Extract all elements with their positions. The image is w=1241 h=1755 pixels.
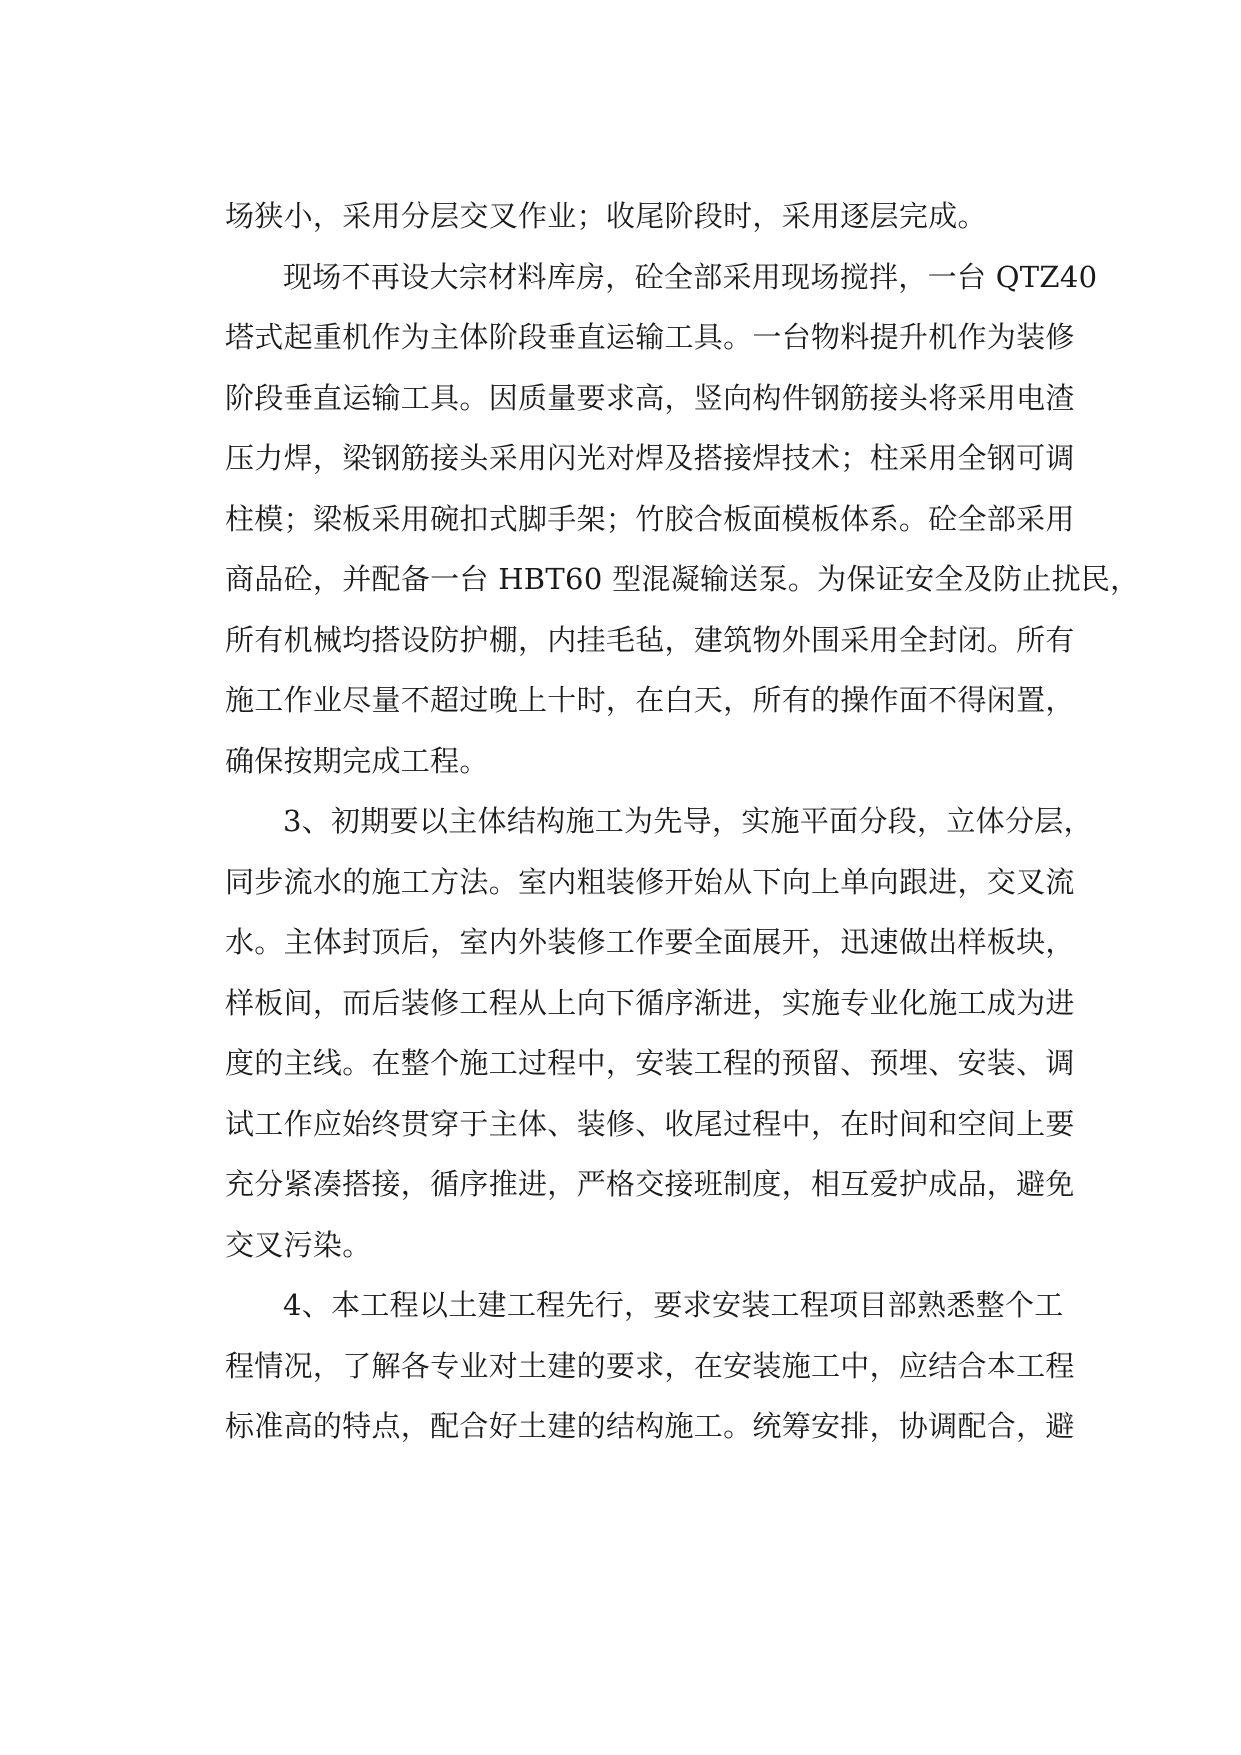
text-line: 程情况，了解各专业对土建的要求，在安装施工中，应结合本工程 bbox=[225, 1348, 1075, 1383]
text-line: 施工作业尽量不超过晚上十时，在白天，所有的操作面不得闲置， bbox=[225, 683, 1075, 717]
text-line: 现场不再设大宗材料库房，砼全部采用现场搅拌，一台 QTZ40 bbox=[283, 259, 1098, 294]
text-line: 3、初期要以主体结构施工为先导，实施平面分段，立体分层， bbox=[283, 804, 1093, 838]
text-line: 水。主体封顶后，室内外装修工作要全面展开，迅速做出样板块， bbox=[225, 925, 1075, 959]
text-line: 压力焊，梁钢筋接头采用闪光对焊及搭接焊技术；柱采用全钢可调 bbox=[225, 441, 1075, 475]
text-line: 充分紧凑搭接，循序推进，严格交接班制度，相互爱护成品，避免 bbox=[225, 1167, 1075, 1201]
text-line: 确保按期完成工程。 bbox=[225, 743, 489, 778]
text-line: 试工作应始终贯穿于主体、装修、收尾过程中，在时间和空间上要 bbox=[225, 1106, 1075, 1141]
text-line: 4、本工程以土建工程先行，要求安装工程项目部熟悉整个工 bbox=[283, 1288, 1064, 1322]
text-line: 阶段垂直运输工具。因质量要求高，竖向构件钢筋接头将采用电渣 bbox=[225, 380, 1075, 415]
text-line: 度的主线。在整个施工过程中，安装工程的预留、预埋、安装、调 bbox=[225, 1046, 1075, 1080]
text-line: 交叉污染。 bbox=[225, 1227, 372, 1262]
body-text bbox=[225, 186, 1140, 1457]
text-line: 塔式起重机作为主体阶段垂直运输工具。一台物料提升机作为装修 bbox=[225, 320, 1075, 354]
text-line: 样板间，而后装修工程从上向下循序渐进，实施专业化施工成为进 bbox=[225, 985, 1075, 1020]
text-line: 标准高的特点，配合好土建的结构施工。统筹安排，协调配合，避 bbox=[225, 1409, 1075, 1443]
text-line: 柱模；梁板采用碗扣式脚手架；竹胶合板面模板体系。砼全部采用 bbox=[225, 501, 1075, 536]
text-line: 场狭小，采用分层交叉作业；收尾阶段时，采用逐层完成。 bbox=[225, 199, 987, 233]
text-line: 商品砼，并配备一台 HBT60 型混凝输送泵。为保证安全及防止扰民， bbox=[225, 562, 1140, 596]
text-line: 同步流水的施工方法。室内粗装修开始从下向上单向跟进，交叉流 bbox=[225, 864, 1075, 899]
text-line: 所有机械均搭设防护棚，内挂毛毡，建筑物外围采用全封闭。所有 bbox=[225, 622, 1075, 657]
